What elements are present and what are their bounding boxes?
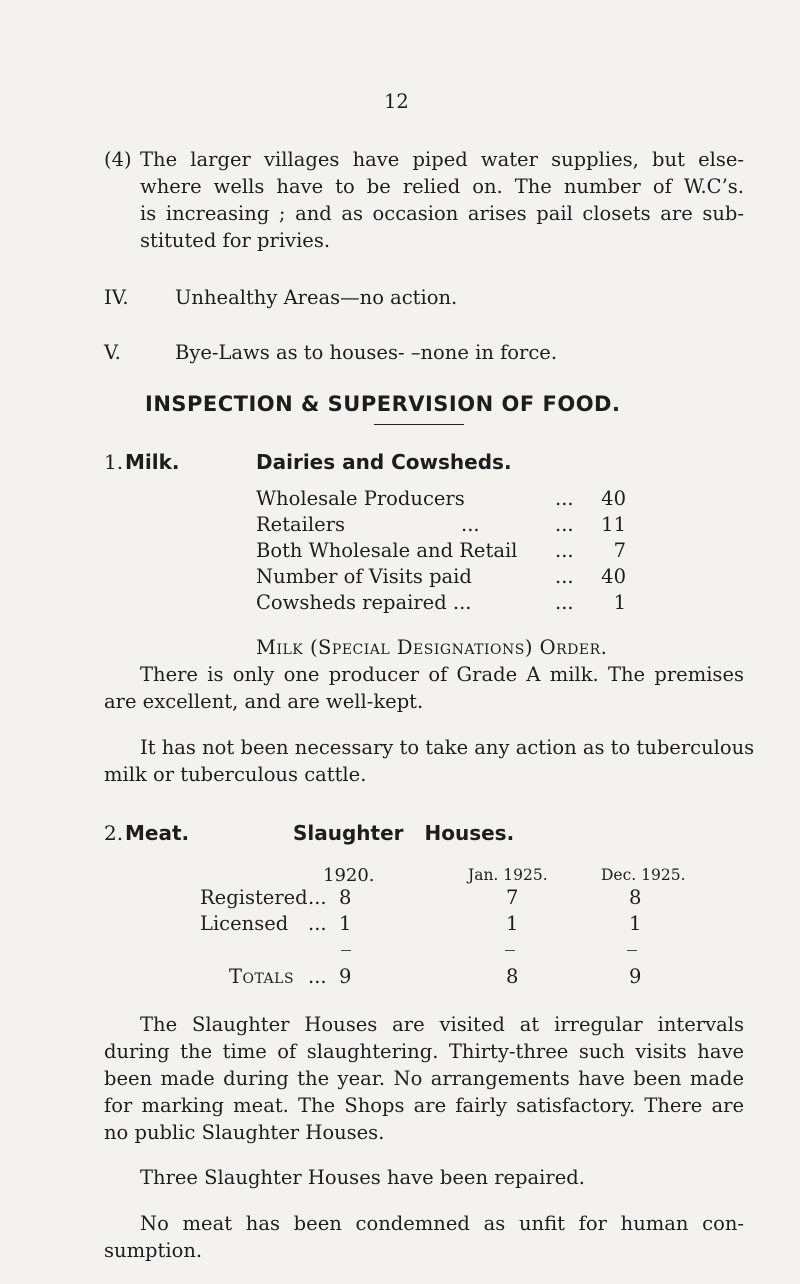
leader-dots: ... [555, 487, 574, 510]
milk-row-label: Wholesale Producers [256, 487, 465, 510]
milk-row-label: Cowsheds repaired ... [256, 591, 472, 614]
meat-para-line: during the time of slaughtering. Thirty-three such visits have [104, 1040, 744, 1063]
subsection-label: Milk. [125, 450, 180, 474]
sum-rule [341, 950, 351, 951]
milk-row-value: 7 [613, 539, 626, 562]
leader-dots: ... [555, 539, 574, 562]
leader-dots: ... [308, 965, 327, 988]
meat-cell: 8 [629, 886, 642, 909]
item4-line: The larger villages have piped water supplies, but else- [140, 148, 744, 171]
meat-row-label: Licensed [200, 912, 289, 935]
milk-row-value: 11 [601, 513, 626, 536]
subsection-number: 1. [104, 450, 124, 474]
leader-dots: ... [555, 513, 574, 536]
subsection-heading: Slaughter Houses. [293, 821, 515, 845]
milk-row-value: 40 [601, 487, 626, 510]
milk-row-value: 1 [613, 591, 626, 614]
subsection-label: Meat. [125, 821, 190, 845]
leader-dots: ... [308, 886, 327, 909]
totals-cell: 8 [506, 965, 519, 988]
item-number: IV. [104, 286, 129, 309]
meat-cell: 8 [339, 886, 352, 909]
subsection-heading: Dairies and Cowsheds. [256, 450, 512, 474]
section-heading: INSPECTION & SUPERVISION OF FOOD. [145, 392, 621, 416]
leader-dots: ... [308, 912, 327, 935]
meat-para-line: No meat has been condemned as unfit for human con- [140, 1212, 744, 1235]
item-number: V. [104, 341, 121, 364]
milk-row-label: Both Wholesale and Retail [256, 539, 518, 562]
item4-line: where wells have to be relied on. The number of W.C’s. [140, 175, 744, 198]
meat-cell: 1 [629, 912, 642, 935]
leader-dots: ... [461, 513, 480, 536]
column-header: Dec. 1925. [601, 866, 686, 884]
milk-para-line: are excellent, and are well-kept. [104, 690, 424, 713]
column-header: Jan. 1925. [468, 866, 548, 884]
meat-para-line: been made during the year. No arrangements have been made [104, 1067, 744, 1090]
sum-rule [627, 950, 637, 951]
milk-para-line: There is only one producer of Grade A milk. The premises [140, 663, 744, 686]
column-header: 1920. [323, 865, 375, 886]
meat-cell: 1 [339, 912, 352, 935]
milk-para-line: It has not been necessary to take any action as to tuberculous [140, 736, 755, 759]
item4-line: stituted for privies. [140, 229, 331, 252]
meat-cell: 7 [506, 886, 519, 909]
order-heading: Milk (Special Designations) Order. [256, 636, 608, 659]
meat-para-line: sumption. [104, 1239, 203, 1262]
item4-line: is increasing ; and as occasion arises pail closets are sub- [140, 202, 744, 225]
meat-row-label: Registered [200, 886, 308, 909]
milk-para-line: milk or tuberculous cattle. [104, 763, 367, 786]
milk-row-label: Retailers [256, 513, 346, 536]
totals-cell: 9 [339, 965, 352, 988]
totals-cell: 9 [629, 965, 642, 988]
leader-dots: ... [555, 565, 574, 588]
leader-dots: ... [555, 591, 574, 614]
item-number: (4) [104, 148, 132, 171]
page-number: 12 [384, 90, 409, 113]
meat-para-line: for marking meat. The Shops are fairly satisfactory. There are [104, 1094, 744, 1117]
totals-label: Totals [229, 965, 295, 988]
item-text: Unhealthy Areas—no action. [175, 286, 458, 309]
subsection-number: 2. [104, 821, 124, 845]
milk-row-value: 40 [601, 565, 626, 588]
meat-para-line: Three Slaughter Houses have been repaired. [140, 1166, 585, 1189]
meat-cell: 1 [506, 912, 519, 935]
meat-para-line: The Slaughter Houses are visited at irregular intervals [140, 1013, 744, 1036]
milk-row-label: Number of Visits paid [256, 565, 472, 588]
sum-rule [505, 950, 515, 951]
meat-para-line: no public Slaughter Houses. [104, 1121, 385, 1144]
item-text: Bye-Laws as to houses- –none in force. [175, 341, 558, 364]
heading-rule [374, 424, 464, 425]
